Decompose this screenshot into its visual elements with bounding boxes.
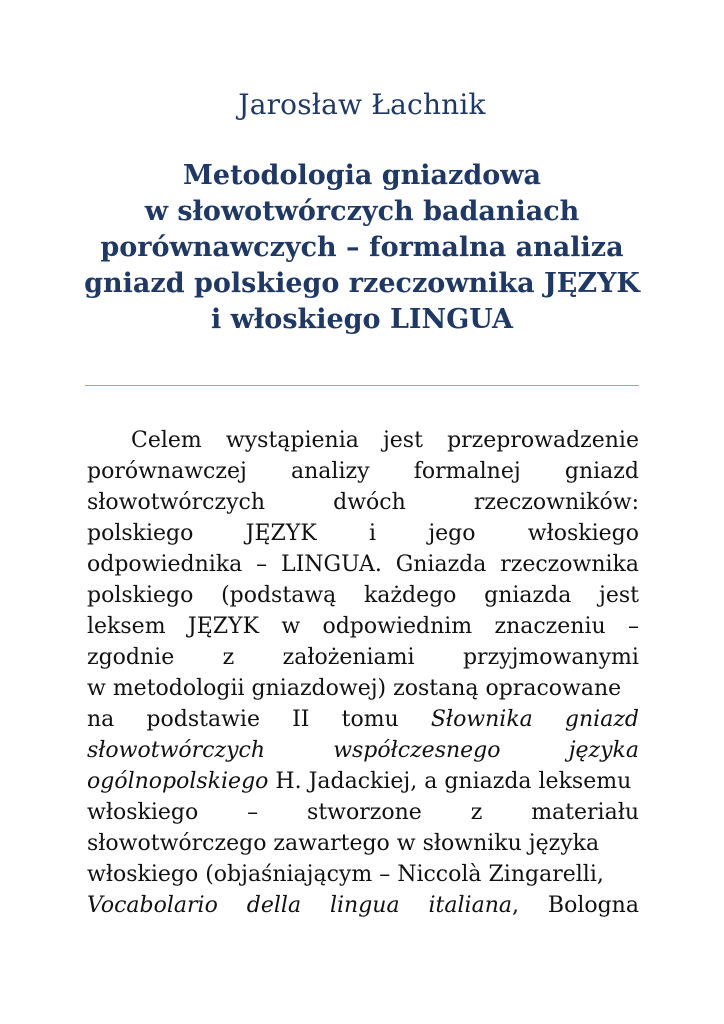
book-title-word: języka [568,738,639,763]
word: Celem [131,428,202,453]
word: formalnej [413,459,521,484]
word: jego [428,521,476,546]
word: Gniazda [395,552,487,577]
word: z [222,645,235,670]
book-title-word: ogólnopolskiego [87,769,269,794]
book-title-word: współczesnego [333,738,501,763]
title-line: i włoskiego LINGUA [211,304,513,335]
title-line: Metodologia gniazdowa [183,160,541,191]
book-title-word: gniazd [564,707,639,732]
abstract-line [87,642,639,673]
abstract-line [87,456,639,487]
word: założeniami [282,645,415,670]
word: odpowiednika [87,552,243,577]
word: tomu [341,707,399,732]
word: w metodologii gniazdowej) zostaną opracowane [87,676,622,701]
abstract-line [87,735,639,766]
title-line: w słowotwórczych badaniach [144,196,580,227]
book-title-word: słowotwórczych [87,738,266,763]
word: z [470,800,483,825]
word: rzeczowników: [473,490,639,515]
word: II [292,707,310,732]
abstract-line [87,487,639,518]
word: przeprowadzenie [447,428,639,453]
word: słowotwórczych [87,490,266,515]
book-title-word: Słownika [430,707,533,732]
abstract-line [87,859,639,890]
word: każdego [363,583,457,608]
word: na [87,707,115,732]
book-title-word: lingua [329,893,400,918]
word: porównawczej [87,459,247,484]
word: zgodnie [87,645,175,670]
comma: , [511,893,519,918]
abstract-line [87,704,639,735]
word: – [627,614,639,639]
abstract-line [87,518,639,549]
abstract-paragraph [87,425,639,921]
abstract-line [87,766,639,797]
word: słowotwórczego zawartego w słowniku języka [87,831,600,856]
paper-title [60,158,664,338]
word: podstawie [146,707,260,732]
author-name: Jarosław Łachnik [238,88,486,121]
word: przyjmowanymi [462,645,639,670]
word: polskiego [87,583,194,608]
word: jest [599,583,639,608]
abstract-line [87,580,639,611]
title-line: gniazd polskiego rzeczownika JĘZYK [84,268,640,299]
horizontal-divider [85,385,639,386]
book-title-word: italiana [428,893,512,918]
word: analizy [291,459,370,484]
word: włoskiego [87,800,199,825]
word: w [281,614,301,639]
word: JĘZYK [187,614,259,639]
word: H. Jadackiej, a gniazda leksemu [275,769,632,794]
word: materiału [531,800,639,825]
word: JĘZYK [245,521,317,546]
word: rzeczownika [500,552,639,577]
word: Bologna [547,893,639,918]
word: i [369,521,377,546]
word: leksem [87,614,166,639]
book-title-word: Vocabolario [87,893,218,918]
abstract-line [87,611,639,642]
word: włoskiego [527,521,639,546]
word: znaczeniu [494,614,606,639]
abstract-line [87,828,639,859]
word: stworzone [307,800,422,825]
book-title-word: della [246,893,302,918]
word: – [247,800,259,825]
word: wystąpienia [225,428,359,453]
abstract-line [87,425,639,456]
word: odpowiednim [322,614,473,639]
abstract-line [87,890,639,921]
word: gniazda [484,583,572,608]
word: polskiego [87,521,194,546]
word: gniazd [564,459,639,484]
word: dwóch [333,490,406,515]
word: jest [382,428,423,453]
abstract-line [87,549,639,580]
title-line: porównawczych – formalna analiza [100,232,624,263]
abstract-line [87,797,639,828]
abstract-line [87,673,639,704]
word: – [256,552,268,577]
word: (podstawą [221,583,337,608]
word: LINGUA. [280,552,382,577]
word: włoskiego (objaśniającym – Niccolà Zingarelli, [87,862,604,887]
